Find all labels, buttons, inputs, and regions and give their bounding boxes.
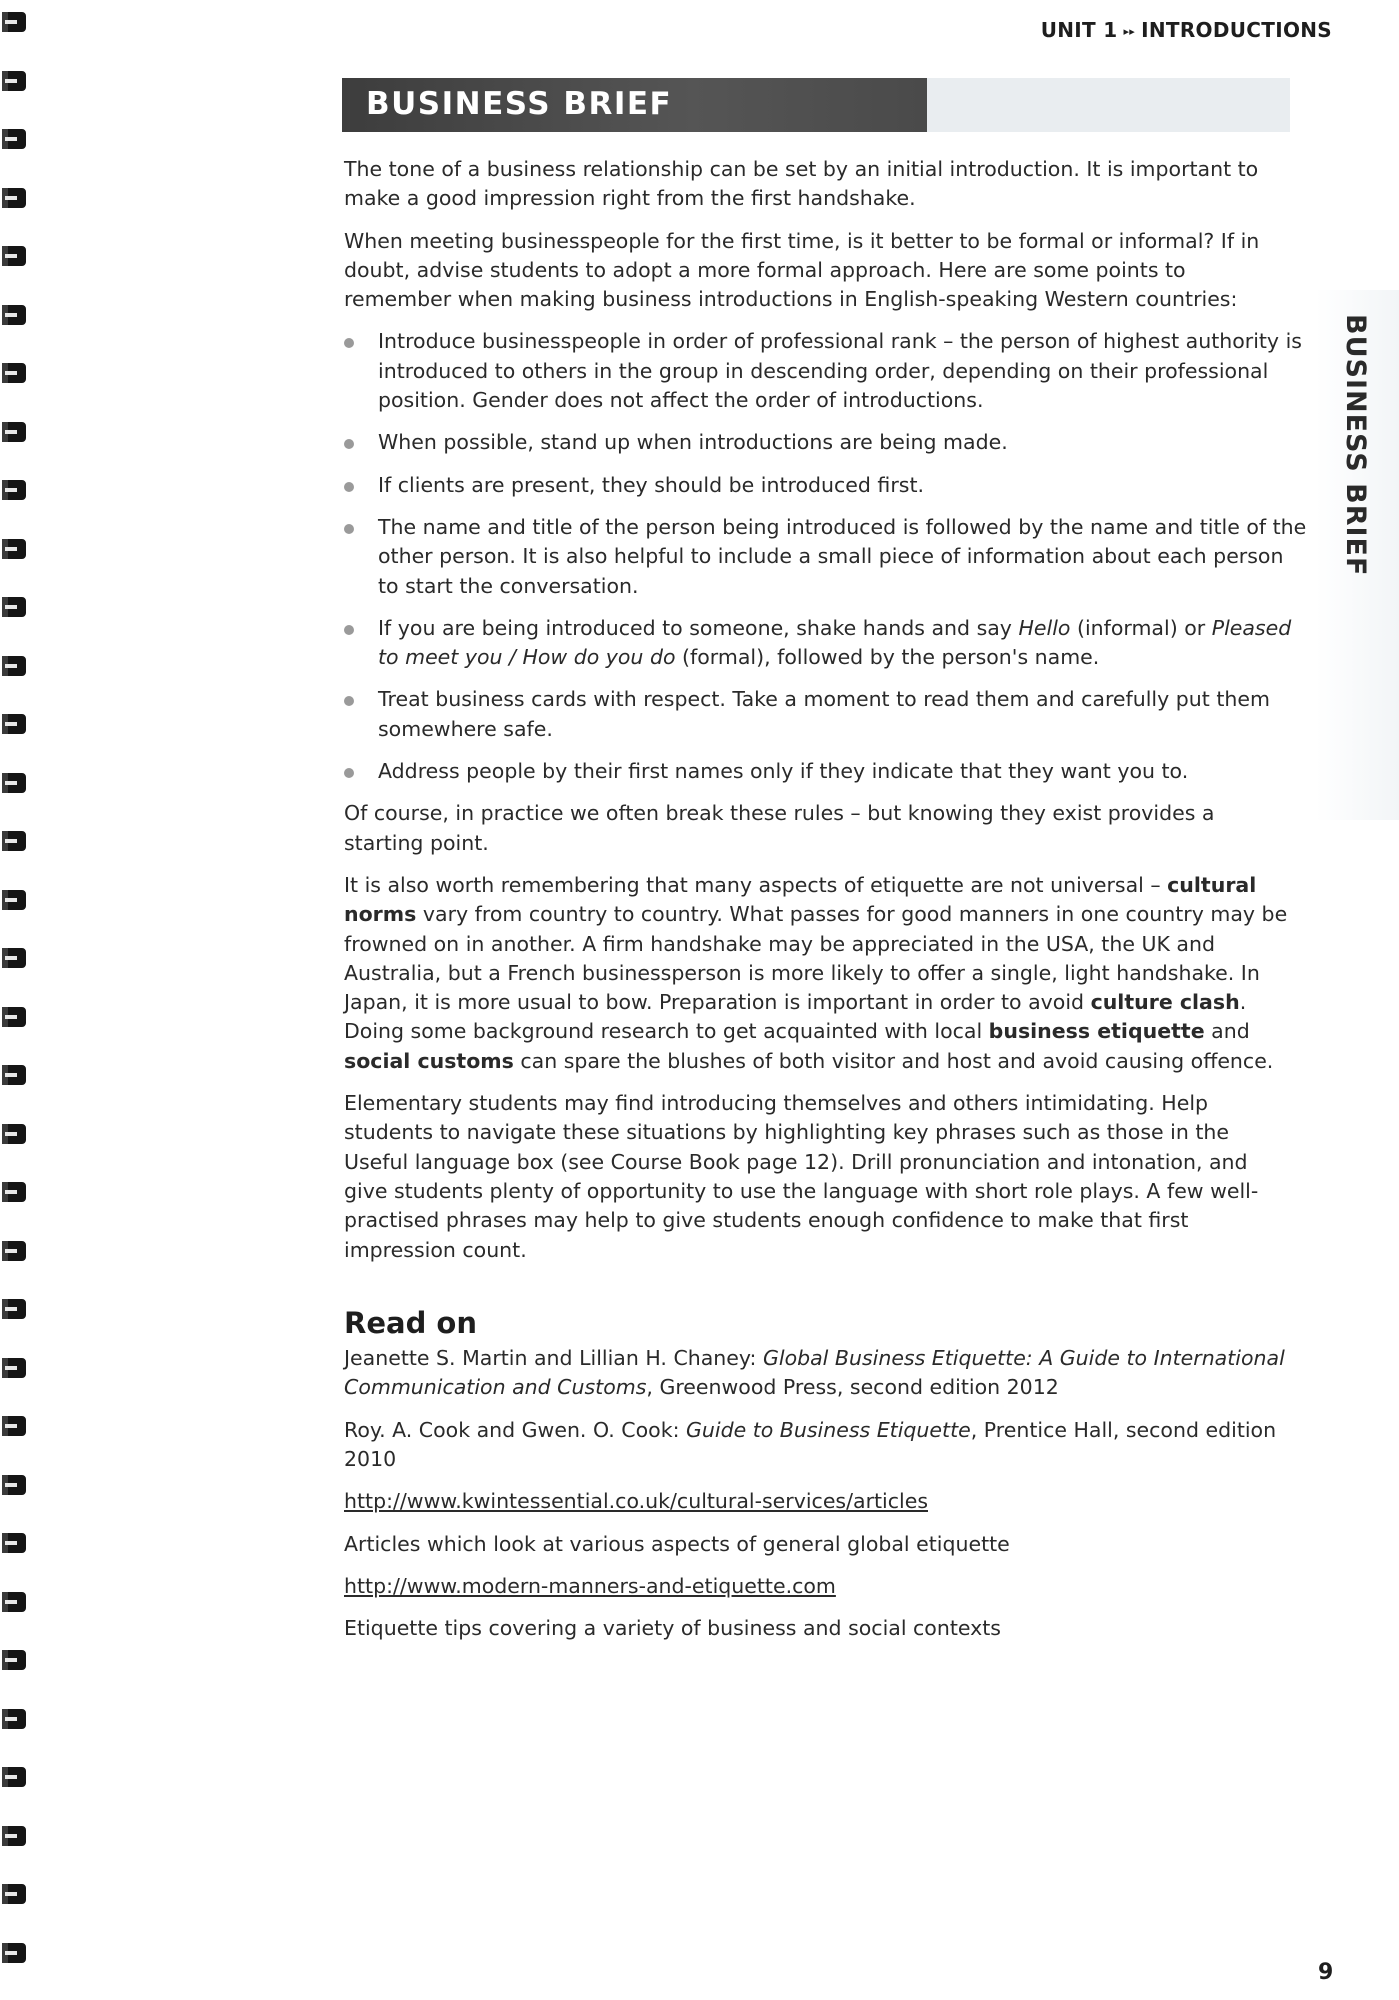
spiral-binding xyxy=(0,0,40,2000)
etiquette-points-list xyxy=(344,327,1307,786)
binding-ring xyxy=(2,1182,26,1202)
binding-ring xyxy=(2,1007,26,1027)
term-business-etiquette: business etiquette xyxy=(988,1019,1205,1044)
bullet-icon xyxy=(344,696,354,706)
binding-ring xyxy=(2,656,26,676)
section-label: INTRODUCTIONS xyxy=(1141,18,1332,42)
reference-1: Jeanette S. Martin and Lillian H. Chaney: Global Business Etiquette: A Guide to International Communication and Customs, Greenwood Press, second edition 2012 xyxy=(344,1346,1285,1400)
binding-ring xyxy=(2,1709,26,1729)
intro-paragraph-2: When meeting businesspeople for the first time, is it better to be formal or informal? If in doubt, advise students to adopt a more formal approach. Here are some points to remember when making business introductions in English-speaking Western countries: xyxy=(344,228,1260,312)
running-head xyxy=(1041,18,1332,42)
banner-title: BUSINESS BRIEF xyxy=(366,86,673,122)
read-on-heading: Read on xyxy=(344,1305,477,1340)
bullet-icon xyxy=(344,625,354,635)
binding-ring xyxy=(2,480,26,500)
reference-2: Roy. A. Cook and Gwen. O. Cook: Guide to Business Etiquette, Prentice Hall, second edition 2010 xyxy=(344,1417,1277,1471)
page-number: 9 xyxy=(1318,1960,1334,1985)
binding-ring xyxy=(2,1592,26,1612)
phrase-informal: Hello xyxy=(1018,615,1071,640)
binding-ring xyxy=(2,305,26,325)
banner-light-band xyxy=(927,78,1290,132)
bullet-icon xyxy=(344,338,354,348)
term-culture-clash: culture clash xyxy=(1090,990,1240,1015)
double-arrow-icon: ▸▸ xyxy=(1123,25,1136,38)
binding-ring xyxy=(2,188,26,208)
list-item: The name and title of the person being introduced is followed by the name and title of the other person. It is also helpful to include a small piece of information about each person to start the conversation. xyxy=(344,513,1290,601)
binding-ring xyxy=(2,1299,26,1319)
bullet-icon xyxy=(344,524,354,534)
term-cultural-norms: cultural norms xyxy=(344,872,1257,927)
binding-ring xyxy=(2,1065,26,1085)
body-paragraph-5: Elementary students may find introducing themselves and others intimidating. Help students to navigate these situations by highlighting key phrases such as those in the Useful language box (see Course Book page 12). Drill pronunciation and intonation, and give students plenty of opportunity to use the language with short role plays. A few well-practised phrases may help to give students enough confidence to make that first impression count. xyxy=(344,1091,1259,1262)
main-content xyxy=(344,155,1307,1656)
binding-ring xyxy=(2,1650,26,1670)
list-item: If you are being introduced to someone, shake hands and say Hello (informal) or Pleased to meet you / How do you do (formal), followed by the person's name. xyxy=(344,614,1290,673)
link-1-description: Articles which look at various aspects of general global etiquette xyxy=(344,1531,1010,1556)
binding-ring xyxy=(2,1124,26,1144)
binding-ring xyxy=(2,597,26,617)
binding-ring xyxy=(2,1358,26,1378)
binding-ring xyxy=(2,714,26,734)
side-tab-label: BUSINESS BRIEF xyxy=(1340,314,1371,577)
binding-ring xyxy=(2,246,26,266)
binding-ring xyxy=(2,422,26,442)
binding-ring xyxy=(2,948,26,968)
kwintessential-link[interactable]: http://www.kwintessential.co.uk/cultural-services/articles xyxy=(344,1489,928,1514)
binding-ring xyxy=(2,831,26,851)
body-paragraph-4: It is also worth remembering that many aspects of etiquette are not universal – cultural norms vary from country to country. What passes for good manners in one country may be frowned on in another. A firm handshake may be appreciated in the USA, the UK and Australia, but a French businessperson is more likely to offer a single, light handshake. In Japan, it is more usual to bow. Preparation is important in order to avoid culture clash. Doing some background research to get acquainted with local business etiquette and social customs can spare the blushes of both visitor and host and avoid causing offence. xyxy=(344,872,1288,1073)
link-2-description: Etiquette tips covering a variety of business and social contexts xyxy=(344,1616,1001,1641)
term-social-customs: social customs xyxy=(344,1048,514,1073)
binding-ring xyxy=(2,1767,26,1787)
binding-ring xyxy=(2,129,26,149)
list-item: When possible, stand up when introductions are being made. xyxy=(344,428,1290,457)
binding-ring xyxy=(2,12,26,32)
bullet-icon xyxy=(344,768,354,778)
list-item: Treat business cards with respect. Take a moment to read them and carefully put them somewhere safe. xyxy=(344,685,1290,744)
binding-ring xyxy=(2,1241,26,1261)
binding-ring xyxy=(2,773,26,793)
body-paragraph-3: Of course, in practice we often break these rules – but knowing they exist provides a starting point. xyxy=(344,801,1215,855)
section-banner xyxy=(342,78,1290,132)
list-item: If clients are present, they should be introduced first. xyxy=(344,471,1290,500)
reference-1-title: Global Business Etiquette: A Guide to International Communication and Customs xyxy=(344,1346,1285,1400)
side-tab xyxy=(1316,290,1399,820)
binding-ring xyxy=(2,1416,26,1436)
bullet-icon xyxy=(344,439,354,449)
intro-paragraph-1: The tone of a business relationship can be set by an initial introduction. It is important to make a good impression right from the first handshake. xyxy=(344,157,1259,211)
binding-ring xyxy=(2,1533,26,1553)
reference-2-title: Guide to Business Etiquette xyxy=(686,1417,971,1442)
binding-ring xyxy=(2,1475,26,1495)
bullet-icon xyxy=(344,482,354,492)
binding-ring xyxy=(2,1826,26,1846)
list-item: Introduce businesspeople in order of professional rank – the person of highest authority is introduced to others in the group in descending order, depending on their professional position. Gender does not affect the order of introductions. xyxy=(344,327,1290,415)
unit-label: UNIT 1 xyxy=(1040,18,1118,42)
phrase-formal: Pleased to meet you / How do you do xyxy=(378,615,1292,670)
binding-ring xyxy=(2,890,26,910)
modern-manners-link[interactable]: http://www.modern-manners-and-etiquette.com xyxy=(344,1573,836,1598)
binding-ring xyxy=(2,1884,26,1904)
binding-ring xyxy=(2,539,26,559)
list-item: Address people by their first names only if they indicate that they want you to. xyxy=(344,757,1290,786)
binding-ring xyxy=(2,1943,26,1963)
binding-ring xyxy=(2,71,26,91)
binding-ring xyxy=(2,363,26,383)
